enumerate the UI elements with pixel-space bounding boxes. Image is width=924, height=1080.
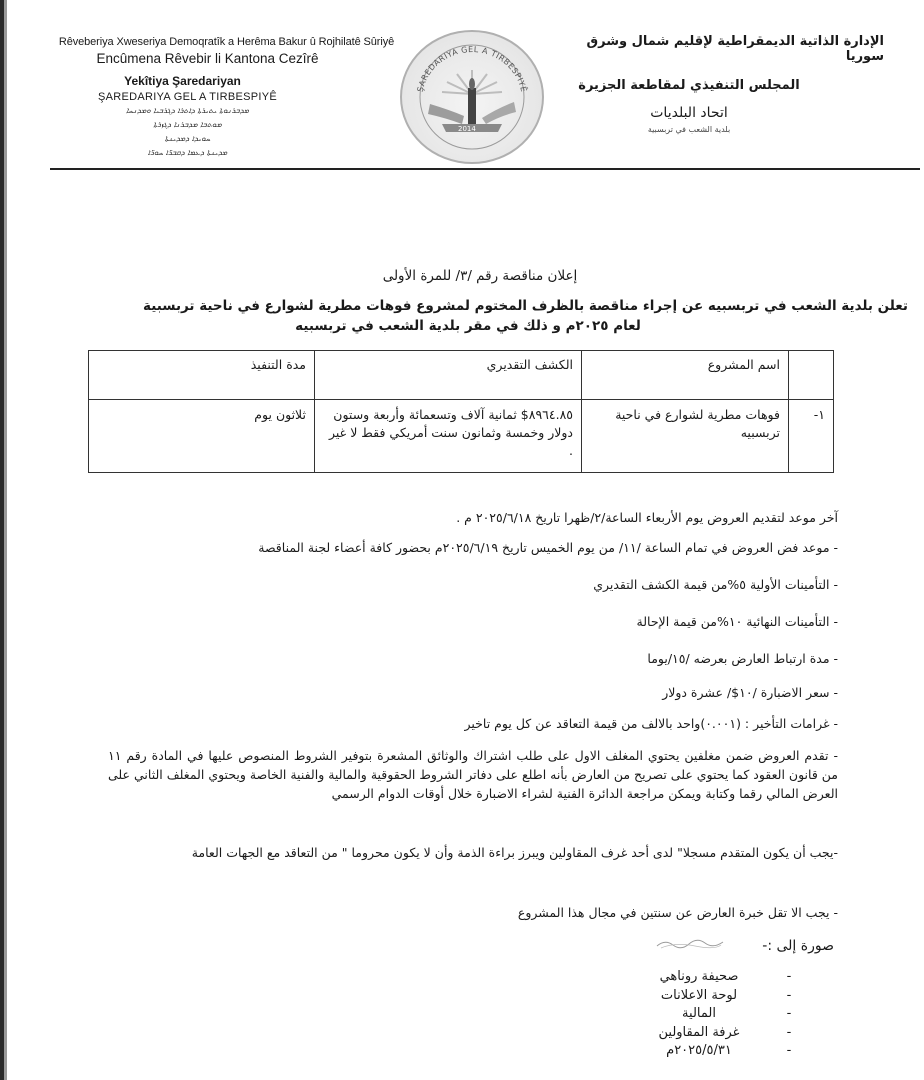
copy-recipient: لوحة الاعلانات (660, 987, 738, 1003)
copies-list (624, 968, 804, 1061)
seal-emblem-icon (402, 32, 542, 162)
list-item (624, 1042, 804, 1061)
list-item (624, 968, 804, 987)
term-initial-insurance: - التأمينات الأولية ٥%من قيمة الكشف التقديري (593, 577, 838, 592)
header-latin-line4: ŞAREDARIYA GEL A TIRBESPIYÊ (97, 91, 278, 103)
header-arabic-line2: المجلس التنفيذي لمقاطعة الجزيرة (578, 78, 800, 93)
term-deadline: آخر موعد لتقديم العروض يوم الأربعاء الساعة/٢/ظهرا تاريخ ٢٠٢٥/٦/١٨ م . (456, 510, 838, 525)
header-arabic-line3: اتحاد البلديات (650, 105, 728, 121)
tender-table (88, 350, 834, 473)
header-arabic-line4: بلدية الشعب في تربسبية (647, 125, 731, 134)
header-syriac-line4: ܡܕܝܢܬܐ ܕܥܡܐ ܕܩܒܪ̈ܐ ܚܘܪ̈ܐ (147, 148, 228, 157)
list-item (624, 987, 804, 1006)
term-file-price: - سعر الاضبارة /١٠$/ عشرة دولار (662, 685, 838, 700)
header-duration: مدة التنفيذ (89, 351, 315, 400)
svg-text:2014: 2014 (458, 125, 476, 133)
term-registration: -يجب أن يكون المتقدم مسجلا" لدى أحد غرف المقاولين ويبرز براءة الذمة وأن لا يكون محروما " من التعاقد مع الجهات العامة (191, 845, 838, 860)
list-bullet: - (786, 1006, 792, 1021)
header-latin-line2: Encûmena Rêvebir li Kantona Cezîrê (96, 51, 319, 66)
header-latin-line1: Rêveberiya Xweseriya Demoqratîk a Herêma Bakur û Rojhilatê Sûriyê (58, 36, 395, 48)
term-final-insurance: - التأمينات النهائية ١٠%من قيمة الإحالة (636, 614, 838, 629)
header-estimated-cost: الكشف التقديري (315, 351, 582, 400)
copy-recipient: صحيفة روناهي (659, 969, 739, 984)
header-arabic-line1: الإدارة الذاتية الديمقراطية لإقليم شمال وشرق سوريا (586, 34, 884, 64)
svg-text:ŞAREDARIYA GEL A TIRBESPIYÊ: ŞAREDARIYA GEL A TIRBESPIYÊ (415, 44, 529, 93)
header-latin-line3: Yekîtiya Şaredariyan (124, 74, 241, 88)
header-arabic (544, 34, 884, 134)
cell-num: ١- (789, 400, 834, 473)
copy-recipient: غرفة المقاولين (658, 1024, 740, 1040)
list-bullet: - (786, 1024, 792, 1040)
announcement-intro-line2: لعام ٢٠٢٥م و ذلك في مقر بلدية الشعب في تربسبيه (295, 318, 641, 334)
cell-estimated-cost: ٨٩٦٤.٨٥$ ثمانية آلاف وتسعمائة وأربعة وستون دولار وخمسة وثمانون سنت أمريكي فقط لا غير . (315, 400, 582, 473)
copy-recipient: المالية (682, 1006, 716, 1021)
header-latin (40, 36, 395, 159)
header-divider (50, 168, 920, 170)
announcement-intro (88, 296, 908, 336)
list-bullet: - (786, 987, 792, 1003)
term-commitment-period: - مدة ارتباط العارض بعرضه /١٥/يوما (647, 651, 838, 666)
table-header-row (89, 351, 834, 400)
header-project-name: اسم المشروع (582, 351, 789, 400)
list-item (624, 1024, 804, 1043)
header-syriac-line3: ܚܘܝܕܐ ܕܡܕܝܢܬܐ (164, 134, 211, 143)
header-num (789, 351, 834, 400)
term-opening: - موعد فض العروض في تمام الساعة /١١/ من يوم الخميس تاريخ ٢٠٢٥/٦/١٩م بحضور كافة أعضاء لجنة المناقصة (258, 540, 838, 555)
table-row (89, 400, 834, 473)
header-syriac-line2: ܡܘܬܒܐ ܡܕܒܪܢܐ ܕܓܙܪܬܐ (153, 120, 222, 129)
term-experience: - يجب الا تقل خبرة العارض عن سنتين في مجال هذا المشروع (517, 905, 838, 920)
document-date: ٢٠٢٥/٥/٣١م (666, 1043, 732, 1058)
announcement-intro-line1: تعلن بلدية الشعب في تربسبيه عن إجراء مناقصة بالظرف المختوم لمشروع فوهات مطرية لشوارع في ناحية تربسبية (143, 298, 908, 314)
cell-duration: ثلاثون يوم (89, 400, 315, 473)
list-bullet: - (786, 1043, 792, 1058)
list-bullet: - (786, 969, 792, 984)
term-submission: - تقدم العروض ضمن مغلفين يحتوي المغلف الاول على طلب اشتراك والوثائق المشعرة بتوفير الشروط المنصوص عليها في المادة رقم ١١ من قانون العقود كما يحتوي على تصريح من العارض بأنه اطلع على دفاتر الشروط الحقوقية والمالية والفنية الخاصة ويحتوي المغلف الثاني على العرض المالي رقما وكتابة ويمكن مراجعة الدائرة الفنية لشراء الاضبارة خلال أوقات الدوام الرسمي (108, 748, 838, 801)
municipality-seal-logo (400, 30, 544, 164)
header-syriac-line1: ܡܕܒܪܢܘܬܐ ܝܬܝܪܬܐ ܕܐܬܪܐ ܕܓܪܒܝܐ ܘܡܕܢܚܐ (125, 106, 250, 115)
cell-project-name: فوهات مطرية لشوارع في ناحية تربسبيه (582, 400, 789, 473)
signature-scribble-icon (655, 937, 725, 951)
copies-title: صورة إلى :- (762, 938, 834, 954)
term-delay-fines: - غرامات التأخير : (٠.٠٠١)واحد بالالف من قيمة التعاقد عن كل يوم تاخير (464, 716, 838, 731)
announcement-title: إعلان مناقصة رقم /٣/ للمرة الأولى (382, 268, 578, 284)
list-item (624, 1005, 804, 1024)
scan-edge-shadow (4, 0, 7, 1080)
